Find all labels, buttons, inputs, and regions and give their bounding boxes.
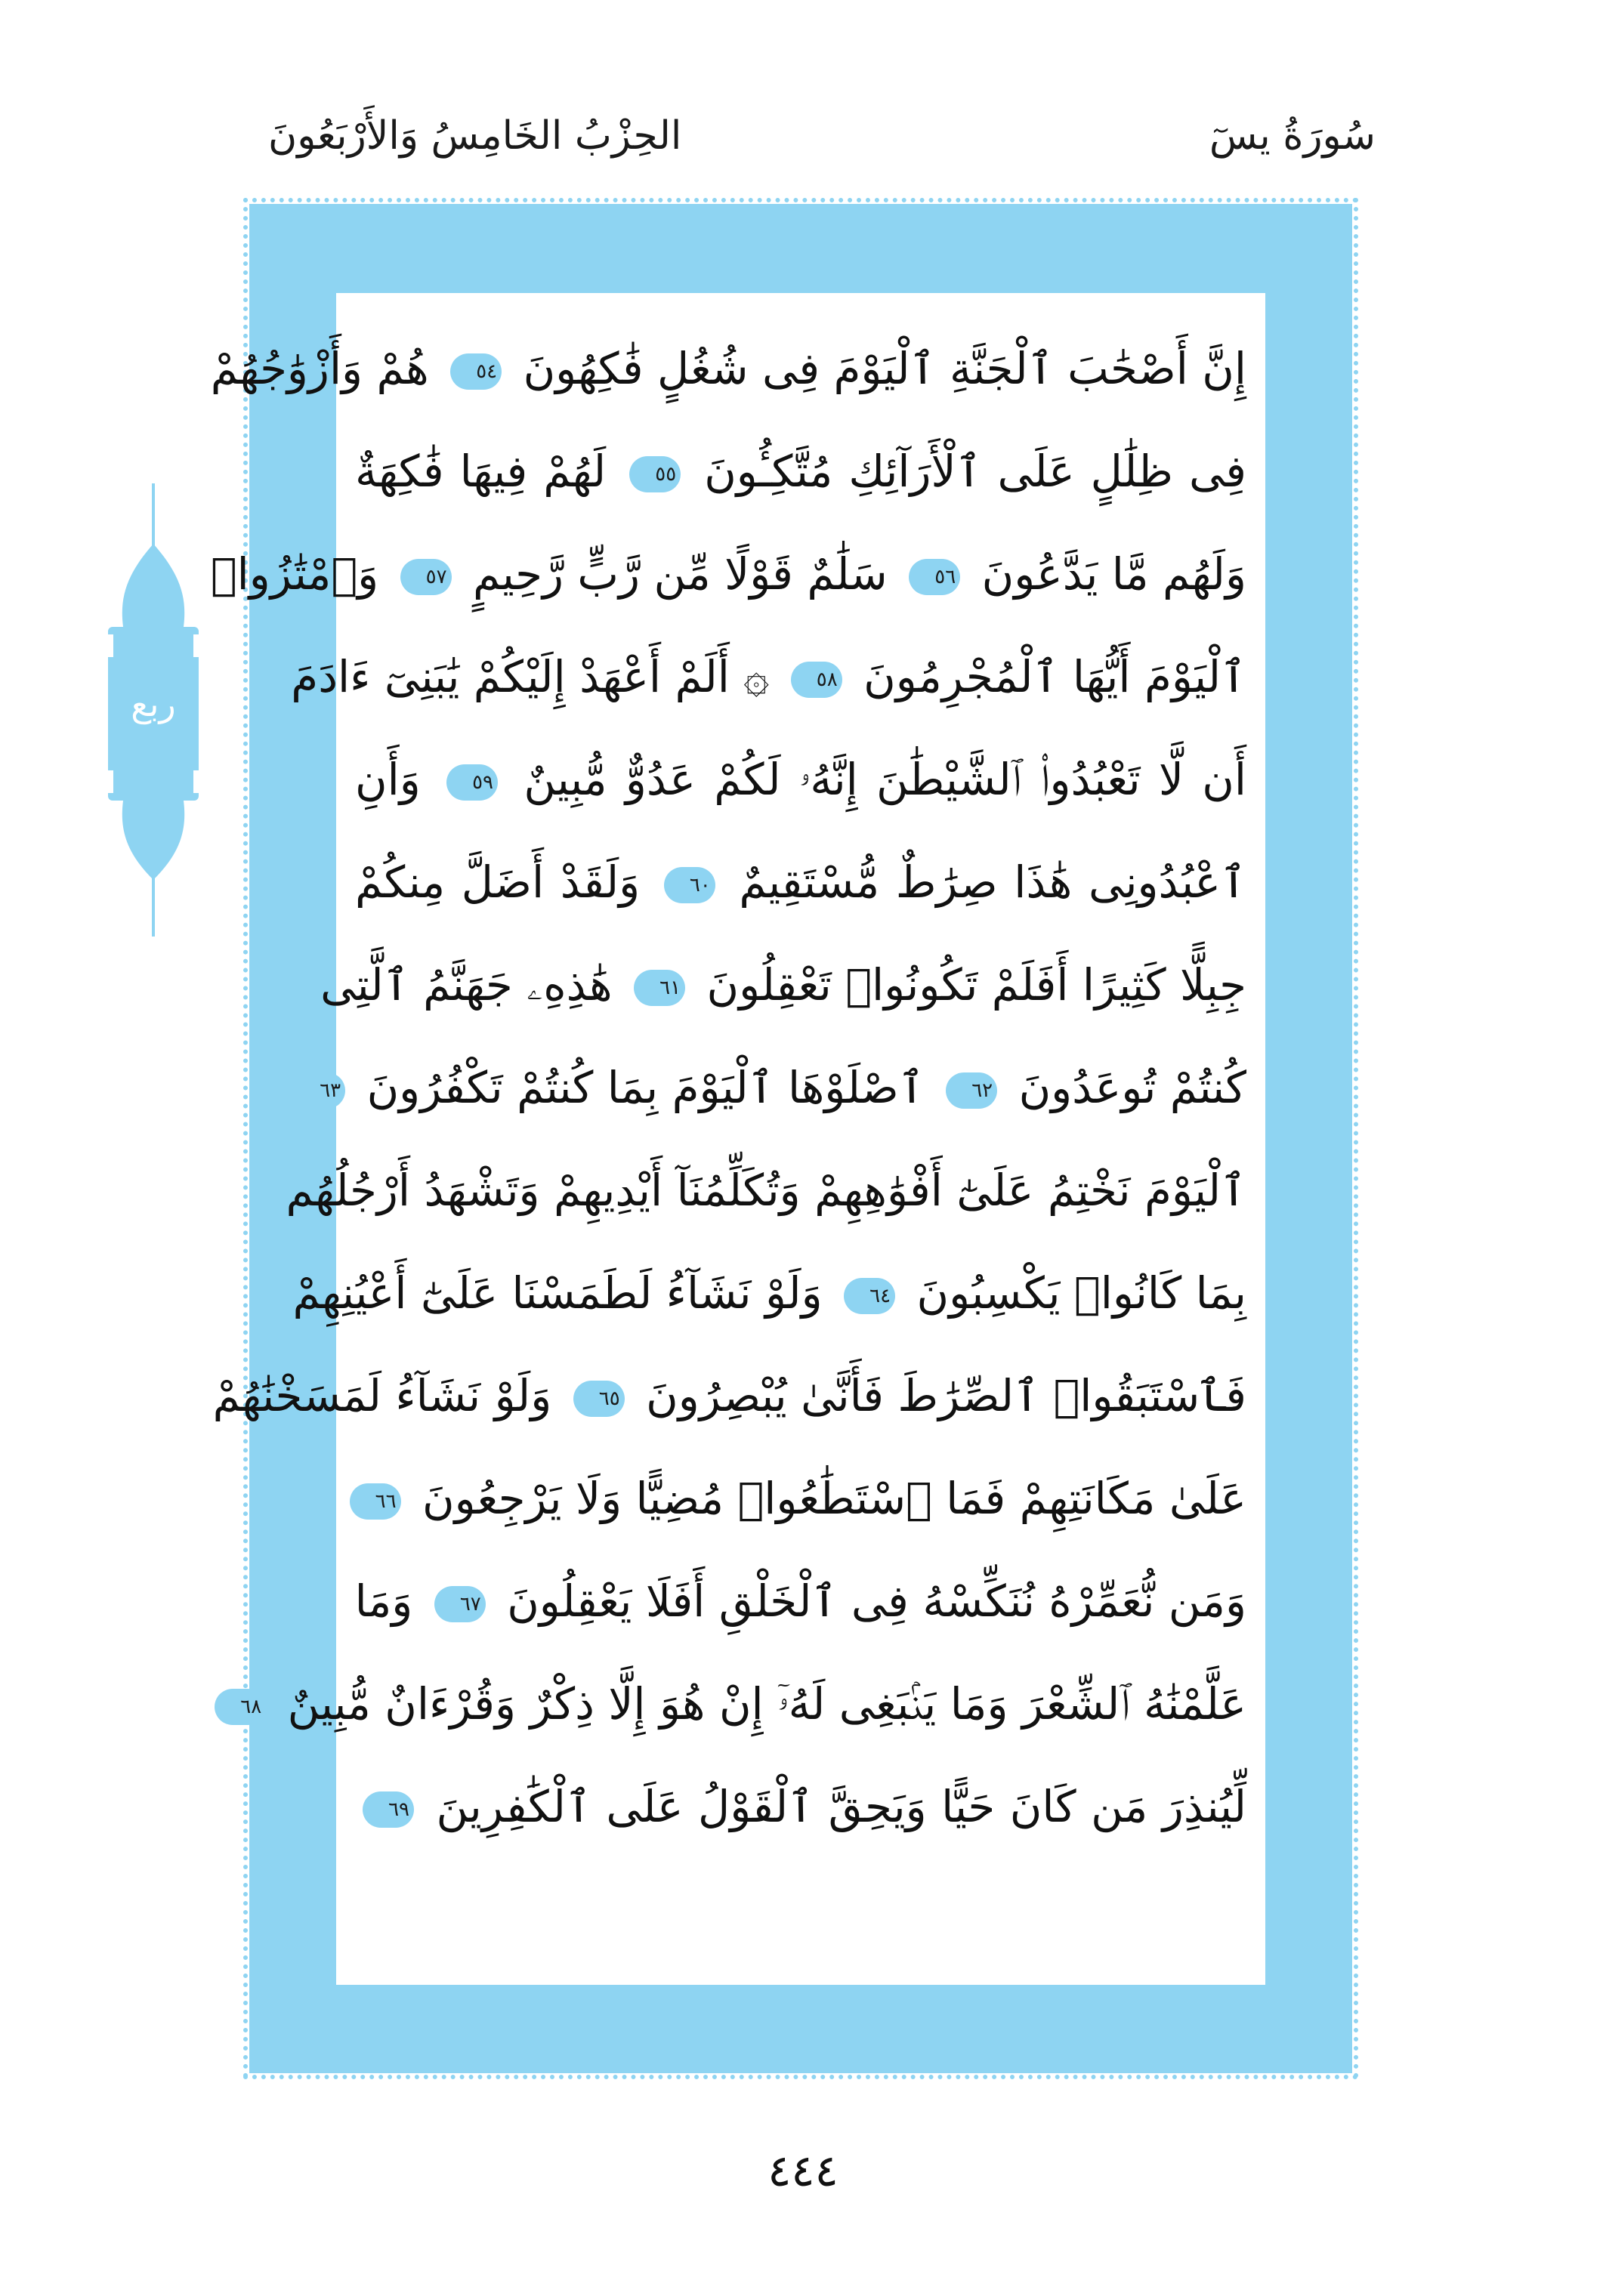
text-line <box>291 625 1246 728</box>
ayah-number-marker: ٦٣ <box>294 1072 345 1109</box>
ayah-text: فِى ظِلَٰلٍ عَلَى ٱلْأَرَآئِكِ مُتَّكِـُٔونَ <box>704 446 1247 497</box>
ayah-text: كُنتُمْ تُوعَدُونَ <box>1018 1062 1246 1113</box>
ayah-text: فَٱسْتَبَقُوا۟ ٱلصِّرَٰطَ فَأَنَّىٰ يُبْصِرُونَ <box>646 1370 1246 1421</box>
ayah-text: وَٱمْتَٰزُوا۟ <box>210 548 379 600</box>
ayah-text: جِبِلًّا كَثِيرًا أَفَلَمْ تَكُونُوا۟ تَعْقِلُونَ <box>706 959 1246 1011</box>
ayah-number-marker: ٦٩ <box>363 1791 414 1828</box>
ayah-text: وَلَوْ نَشَآءُ لَطَمَسْنَا عَلَىٰٓ أَعْيُنِهِمْ <box>292 1267 823 1319</box>
ayah-number-marker: ٥٧ <box>400 559 452 595</box>
ayah-number-marker: ٦٥ <box>573 1381 625 1417</box>
ayah-text: وَمَن نُّعَمِّرْهُ نُنَكِّسْهُ فِى ٱلْخَلْقِ أَفَلَا يَعْقِلُونَ <box>507 1575 1246 1627</box>
surah-title: سُورَةُ يسٓ <box>1209 113 1376 159</box>
text-line <box>210 317 1246 420</box>
ayah-text: ٱصْلَوْهَا ٱلْيَوْمَ بِمَا كُنتُمْ تَكْفُرُونَ <box>366 1062 925 1113</box>
text-line <box>355 831 1246 934</box>
ayah-number-marker: ٥٨ <box>791 662 842 698</box>
ayah-number-marker: ٦٨ <box>215 1689 266 1725</box>
ayah-text: وَأَنِ <box>355 754 421 805</box>
ayah-text: ۞ أَلَمْ أَعْهَدْ إِلَيْكُمْ يَٰبَنِىٓ ءَادَمَ <box>291 651 770 702</box>
ayah-number-marker: ٥٩ <box>446 764 498 801</box>
text-line <box>355 728 1246 831</box>
ayah-text: وَلَهُم مَّا يَدَّعُونَ <box>981 548 1246 600</box>
text-line <box>292 1242 1246 1344</box>
text-line <box>320 1036 1246 1139</box>
ayah-number-marker: ٥٦ <box>909 559 960 595</box>
ayah-lines <box>210 317 1247 1858</box>
text-line <box>286 1139 1246 1242</box>
ayah-number-marker: ٦١ <box>634 970 685 1006</box>
ayah-text: وَمَا <box>354 1575 413 1627</box>
ayah-number-marker: ٦٤ <box>844 1278 895 1314</box>
ayah-text: وَلَوْ نَشَآءُ لَمَسَخْنَٰهُمْ <box>212 1370 552 1421</box>
ayah-text: عَلَّمْنَٰهُ ٱلشِّعْرَ وَمَا يَنۢبَغِى لَهُۥٓ إِنْ هُوَ إِلَّا ذِكْرٌ وَقُرْءَانٌ مُّبِينٌ <box>287 1678 1246 1730</box>
ayah-text: ٱلْيَوْمَ نَخْتِمُ عَلَىٰٓ أَفْوَٰهِهِمْ وَتُكَلِّمُنَآ أَيْدِيهِمْ وَتَشْهَدُ أَرْجُلُهُم <box>286 1165 1246 1216</box>
ayah-number-marker: ٦٢ <box>946 1072 997 1109</box>
rub-label: ربع <box>131 684 176 724</box>
ayah-text: لَهُمْ فِيهَا فَٰكِهَةٌ <box>355 446 607 497</box>
ayah-number-marker: ٥٤ <box>450 353 502 390</box>
ayah-text: وَلَقَدْ أَضَلَّ مِنكُمْ <box>355 856 641 908</box>
text-line <box>320 934 1246 1036</box>
text-line <box>355 1755 1246 1858</box>
ayah-text: هَٰذِهِۦ جَهَنَّمُ ٱلَّتِى <box>320 959 613 1011</box>
ayah-text: ٱلْيَوْمَ أَيُّهَا ٱلْمُجْرِمُونَ <box>863 651 1246 702</box>
text-line <box>355 1447 1246 1550</box>
ayah-text: عَلَىٰ مَكَانَتِهِمْ فَمَا ٱسْتَطَٰعُوا۟ مُضِيًّا وَلَا يَرْجِعُونَ <box>422 1473 1246 1524</box>
ayah-text: هُمْ وَأَزْوَٰجُهُمْ <box>210 343 429 394</box>
ayah-text: لِّيُنذِرَ مَن كَانَ حَيًّا وَيَحِقَّ ٱلْقَوْلُ عَلَى ٱلْكَٰفِرِينَ <box>436 1781 1247 1832</box>
text-line <box>210 523 1246 625</box>
ayah-number-marker: ٦٧ <box>434 1586 486 1622</box>
hizb-title: الحِزْبُ الخَامِسُ وَالأَرْبَعُونَ <box>268 113 682 159</box>
text-line <box>240 1653 1246 1755</box>
text-line <box>355 1550 1246 1653</box>
ayah-text: أَن لَّا تَعْبُدُوا۟ ٱلشَّيْطَٰنَ إِنَّهُۥ لَكُمْ عَدُوٌّ مُّبِينٌ <box>523 754 1246 805</box>
ayah-number-marker: ٥٥ <box>629 456 681 492</box>
text-line <box>355 420 1246 523</box>
ayah-text: سَلَٰمٌ قَوْلًا مِّن رَّبٍّ رَّحِيمٍ <box>473 548 888 600</box>
ayah-text: بِمَا كَانُوا۟ يَكْسِبُونَ <box>916 1267 1246 1319</box>
ayah-text: إِنَّ أَصْحَٰبَ ٱلْجَنَّةِ ٱلْيَوْمَ فِى شُغُلٍ فَٰكِهُونَ <box>523 343 1246 394</box>
text-line <box>212 1344 1246 1447</box>
ayah-number-marker: ٦٠ <box>664 867 715 903</box>
ayah-number-marker: ٦٦ <box>350 1483 401 1520</box>
ayah-text: ٱعْبُدُونِى هَٰذَا صِرَٰطٌ مُّسْتَقِيمٌ <box>739 856 1247 908</box>
page-number: ٤٤٤ <box>767 2145 839 2196</box>
